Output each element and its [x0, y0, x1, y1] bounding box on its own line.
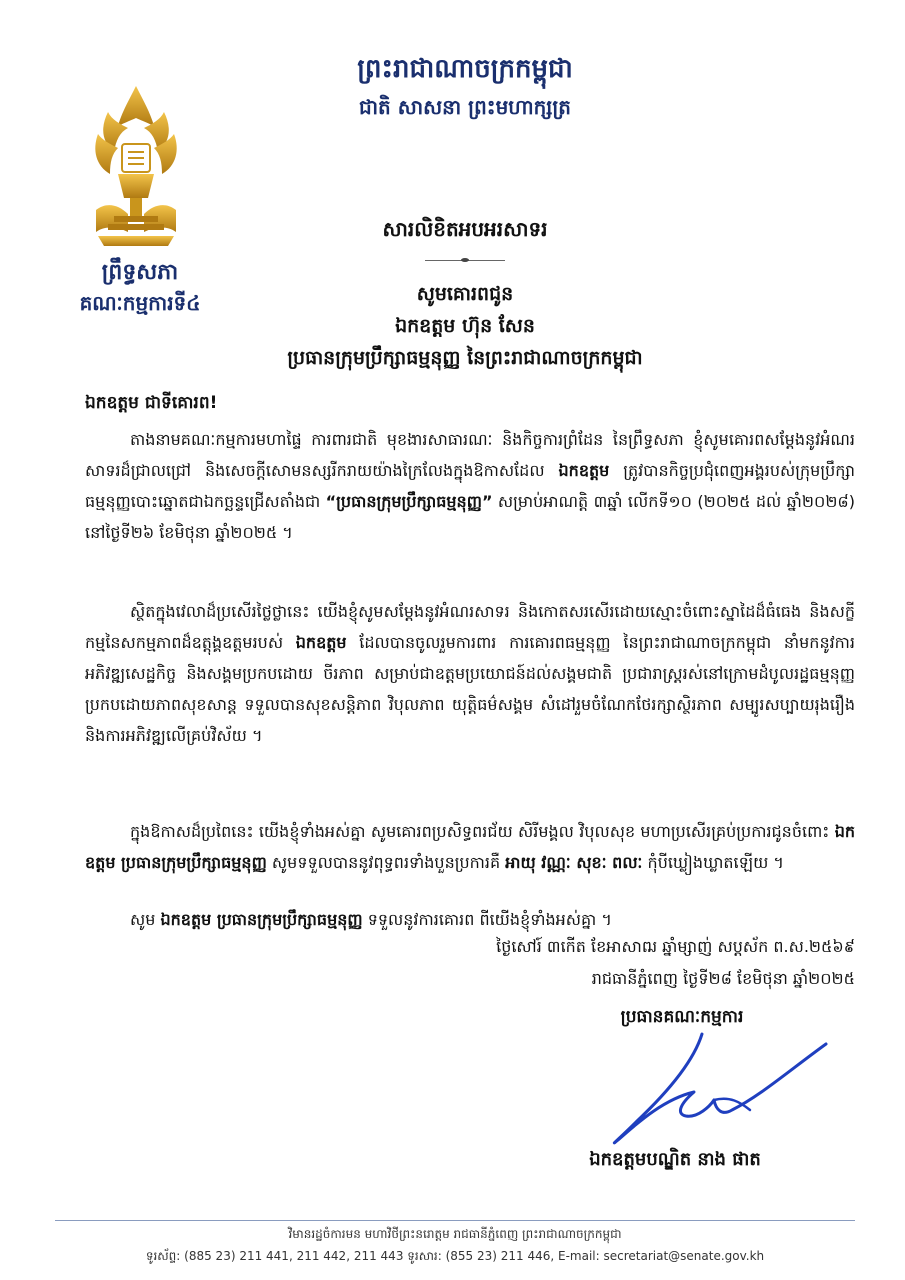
- footer-contact: ទូរស័ព្ទ: (885 23) 211 441, 211 442, 211 443 ទូរសារ: (855 23) 211 446, E-mail: secretariat@senate.gov.kh: [145, 1249, 765, 1263]
- p1-text-a: តាងនាមគណៈកម្មការមហាផ្ទៃ ការពារជាតិ មុខងារសាធារណៈ និងកិច្ចការព្រំដែន នៃព្រឹទ្ធសភា ខ្ញុំសូមគោរពសម្តែងនូវអំណរសាទរដ៏ជ្រាលជ្រៅ និងសេចក្តីសោមនស្សរីករាយយ៉ាងក្រៃលែងក្នុងឱកាសដែល: [85, 430, 855, 480]
- addressee-greeting: សូមគោរពជូន: [416, 283, 514, 305]
- signatory-title: ប្រធានគណៈកម្មការ: [620, 1007, 744, 1027]
- footer-address: វិមានរដ្ឋចំការមន មហាវិថីព្រះនរោត្តម រាជធានីភ្នំពេញ ព្រះរាជាណាចក្រកម្ពុជា: [288, 1227, 622, 1241]
- kingdom-title: ព្រះរាជាណាចក្រកម្ពុជា: [357, 54, 573, 84]
- p1-position: “ប្រធានក្រុមប្រឹក្សាធម្មនុញ្ញ”: [325, 492, 493, 511]
- p3-blessings: អាយុ វណ្ណៈ សុខៈ ពលៈ: [505, 853, 643, 872]
- issuer-commission: គណៈកម្មការទី៤: [79, 291, 201, 315]
- p3-text-a: ក្នុងឱកាសដ៏ប្រពៃនេះ យើងខ្ញុំទាំងអស់គ្នា សូមគោរពប្រសិទ្ធពរជ័យ សិរីមង្គល វិបុលសុខ មហាប្រសើរគ្រប់ប្រការជូនចំពោះ: [130, 822, 830, 841]
- body-paragraph-3: [85, 816, 855, 878]
- body-paragraph-1: [85, 424, 855, 548]
- lunar-date: ថ្ងៃសៅរ៍ ៣កើត ខែអាសាឍ ឆ្នាំម្សាញ់ សប្តស័ក ព.ស.២៥៦៩: [496, 937, 855, 956]
- p2-text-a: ស្ថិតក្នុងវេលាដ៏ប្រសើរថ្លៃថ្លានេះ យើងខ្ញុំសូមសម្តែងនូវអំណរសាទរ និងកោតសរសើរដោយស្មោះចំពោះស្នាដៃដ៏ធំធេង និងសក្ខីកម្មនៃសកម្មភាពដ៏ឧត្តុង្គឧត្តមរបស់: [85, 602, 855, 652]
- signatory-name: ឯកឧត្តមបណ្ឌិត នាង ផាត: [589, 1149, 761, 1170]
- p1-honorific: ឯកឧត្តម: [558, 461, 610, 480]
- p4-text-a: សូម: [130, 910, 156, 929]
- senate-emblem: [88, 82, 184, 252]
- p1-text-e: សម្រាប់អាណត្តិ ៣ឆ្នាំ លើកទី១០ (២០២៥ ដល់ ឆ្នាំ២០២៨) នៅថ្ងៃទី២៦ ខែមិថុនា ឆ្នាំ២០២៥ ។: [85, 492, 855, 542]
- p4-text-c: ទទួលនូវការគោរព ពីយើងខ្ញុំទាំងអស់គ្នា ។: [367, 910, 612, 929]
- letter-title: សារលិខិតអបអរសាទរ: [382, 217, 548, 241]
- national-motto: ជាតិ សាសនា ព្រះមហាក្សត្រ: [359, 95, 571, 119]
- handwritten-signature: [590, 1030, 830, 1150]
- title-divider: [425, 260, 505, 261]
- p1-text-c: ត្រូវបានកិច្ចប្រជុំពេញអង្គរបស់ក្រុមប្រឹក្សាធម្មនុញ្ញបោះឆ្នោតជាឯកច្ឆន្ទជ្រើសតាំងជា: [85, 461, 856, 511]
- footer-divider: [55, 1220, 855, 1221]
- p4-recipient: ឯកឧត្តម ប្រធានក្រុមប្រឹក្សាធម្មនុញ្ញ: [160, 910, 363, 929]
- p2-honorific: ឯកឧត្តម: [295, 633, 347, 652]
- addressee-name: ឯកឧត្តម ហ៊ុន សែន: [395, 315, 535, 337]
- salutation: ឯកឧត្តម ជាទីគោរព!: [85, 393, 218, 413]
- issuer-senate: ព្រឹទ្ធសភា: [101, 260, 179, 285]
- addressee-position: ប្រធានក្រុមប្រឹក្សាធម្មនុញ្ញ នៃព្រះរាជាណាចក្រកម្ពុជា: [287, 347, 643, 369]
- body-paragraph-4: [85, 904, 855, 935]
- p2-text-c: ដែលបានចូលរួមការពារ ការគោរពធម្មនុញ្ញ នៃព្រះរាជាណាចក្រកម្ពុជា នាំមកនូវការអភិវឌ្ឍសេដ្ឋកិច្ច និងសង្គមប្រកបដោយ ចីរភាព សម្រាប់ជាឧត្តមប្រយោជន៍ដល់សង្គមជាតិ ប្រជារាស្ត្ររស់នៅក្រោមដំបូលរដ្ឋធម្មនុញ្ញប្រកបដោយភាពសុខសាន្ត ទទួលបានសុខសន្តិភាព វិបុលភាព យុត្តិធម៌សង្គម សំដៅរួមចំណែកថែរក្សាស្ថិរភាព សម្បូរសប្បាយរុងរឿង និងការអភិវឌ្ឍលើគ្រប់វិស័យ ។: [85, 633, 855, 745]
- solar-date: រាជធានីភ្នំពេញ ថ្ងៃទី២៨ ខែមិថុនា ឆ្នាំ២០២៥: [591, 969, 855, 988]
- p3-text-e: កុំបីឃ្លៀងឃ្លាតឡើយ ។: [647, 853, 784, 872]
- body-paragraph-2: [85, 596, 855, 751]
- p3-text-c: សូមទទួលបាននូវពុទ្ធពរទាំងបួនប្រការគឺ: [271, 853, 501, 872]
- p3-recipient: ឯកឧត្តម ប្រធានក្រុមប្រឹក្សាធម្មនុញ្ញ: [85, 822, 855, 872]
